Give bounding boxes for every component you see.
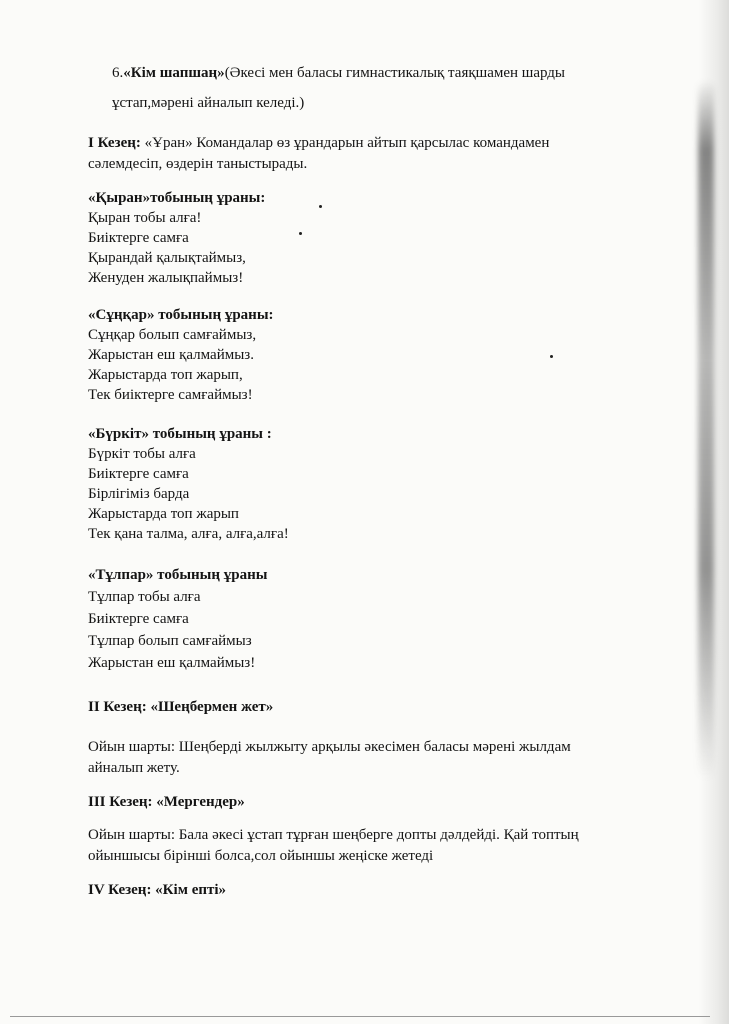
scan-speck xyxy=(299,232,302,235)
chant-line: Биіктерге самға xyxy=(88,611,189,627)
item6-number: 6. xyxy=(112,65,124,81)
chant-line: Жарыстарда топ жарып, xyxy=(88,367,243,383)
item6-title: «Кім шапшаң» xyxy=(123,65,225,81)
item6-line1 xyxy=(112,63,565,83)
stage1-label: І Кезең: xyxy=(88,135,141,151)
group-heading-burkit: «Бүркіт» тобының ұраны : xyxy=(88,426,272,442)
stage3-label: ІІІ Кезең: «Мергендер» xyxy=(88,794,245,810)
scan-speck xyxy=(319,205,322,208)
chant-line: Биіктерге самға xyxy=(88,466,189,482)
stage3-line2: ойыншысы бірінші болса,сол ойыншы жеңіске жетеді xyxy=(88,848,434,864)
stage3-line1: Ойын шарты: Бала әкесі ұстап тұрған шеңберге допты дәлдейді. Қай топтың xyxy=(88,827,579,843)
chant-line: Жарыстан еш қалмаймыз. xyxy=(88,347,254,363)
chant-line: Тек қана талма, алға, алға,алға! xyxy=(88,526,289,542)
chant-line: Тұлпар тобы алға xyxy=(88,589,201,605)
scan-bottom-edge xyxy=(10,1016,710,1017)
chant-line: Бүркіт тобы алға xyxy=(88,446,196,462)
chant-line: Тек биіктерге самғаймыз! xyxy=(88,387,253,403)
scan-speck xyxy=(550,355,553,358)
chant-line: Бірлігіміз барда xyxy=(88,486,190,502)
group-heading-kyran: «Қыран»тобының ұраны: xyxy=(88,190,266,206)
chant-line: Сұңқар болып самғаймыз, xyxy=(88,327,257,343)
stage4-label: IV Кезең: «Кім епті» xyxy=(88,882,227,898)
chant-line: Жарыстарда топ жарып xyxy=(88,506,239,522)
chant-line: Тұлпар болып самғаймыз xyxy=(88,633,252,649)
item6-line2: ұстап,мәрені айналып келеді.) xyxy=(112,95,305,111)
stage1-line1 xyxy=(88,133,549,153)
chant-line: Қырандай қалықтаймыз, xyxy=(88,250,246,266)
group-heading-tulpar: «Тұлпар» тобының ұраны xyxy=(88,567,268,583)
stage1-line2: сәлемдесіп, өздерін таныстырады. xyxy=(88,156,308,172)
stage2-line2: айналып жету. xyxy=(88,760,180,776)
item6-description: (Әкесі мен баласы гимнастикалық таяқшамен шарды xyxy=(224,65,565,81)
chant-line: Женуден жалықпаймыз! xyxy=(88,270,244,286)
group-heading-sunkar: «Сұңқар» тобының ұраны: xyxy=(88,307,274,323)
stage2-line1: Ойын шарты: Шеңберді жылжыту арқылы әкесімен баласы мәрені жылдам xyxy=(88,739,571,755)
stage2-label: ІІ Кезең: «Шеңбермен жет» xyxy=(88,699,274,715)
chant-line: Биіктерге самға xyxy=(88,230,189,246)
scan-smudge xyxy=(698,80,714,780)
stage1-text: «Ұран» Командалар өз ұрандарын айтып қарсылас командамен xyxy=(144,135,550,151)
chant-line: Жарыстан еш қалмаймыз! xyxy=(88,655,256,671)
chant-line: Қыран тобы алға! xyxy=(88,210,202,226)
